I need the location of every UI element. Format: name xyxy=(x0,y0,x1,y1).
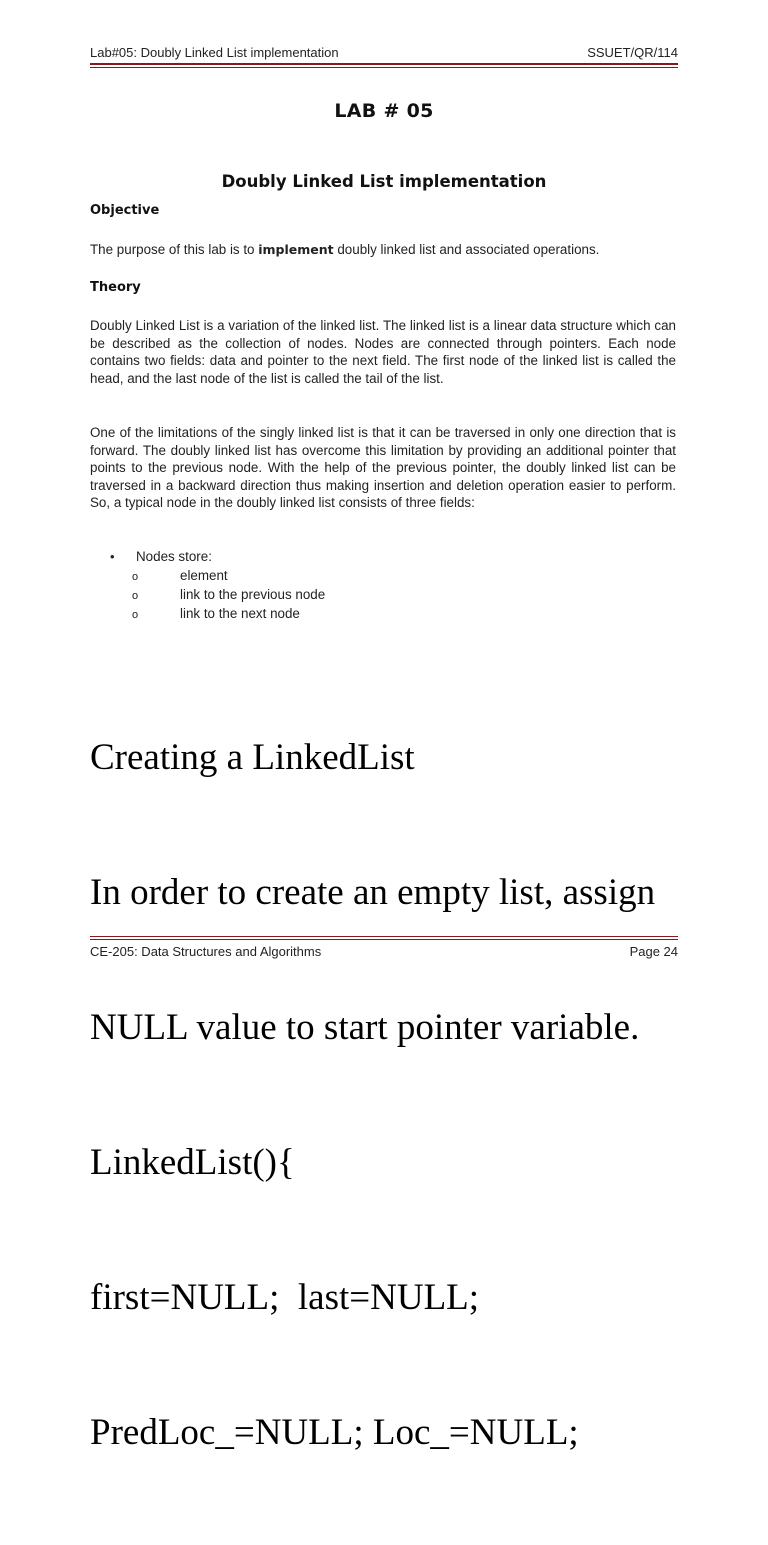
list-item xyxy=(110,549,325,568)
code-line: PredLoc_=NULL; Loc_=NULL; xyxy=(90,1412,579,1453)
linked-list-code-block xyxy=(90,645,655,1545)
code-line: Creating a LinkedList xyxy=(90,737,415,778)
lab-number-title: LAB # 05 xyxy=(334,100,434,122)
sub-list-item xyxy=(110,606,325,625)
code-line: first=NULL; last=NULL; xyxy=(90,1277,480,1318)
bullet-marker: • xyxy=(110,549,115,564)
sub-list-item xyxy=(110,568,325,587)
footer-rule xyxy=(90,936,678,937)
objective-text xyxy=(90,241,676,259)
header-lab-title: Lab#05: Doubly Linked List implementation xyxy=(90,45,339,60)
page-header xyxy=(90,45,678,60)
sub-list-item xyxy=(110,587,325,606)
header-rule xyxy=(90,63,678,65)
theory-paragraph-1: Doubly Linked List is a variation of the linked list. The linked list is a linear data structure which can be described as the collection of nodes. Nodes are connected through pointers. Each node contains two fields: data and pointer to the next field. The first node of the linked list is called the head, and the last node of the list is called the tail of the list. xyxy=(90,318,676,386)
sub-list-item-label: link to the previous node xyxy=(180,587,326,602)
objective-text-end: doubly linked list and associated operations. xyxy=(333,242,600,257)
sub-list-item-label: link to the next node xyxy=(180,606,300,621)
sub-bullet-marker: o xyxy=(132,609,139,621)
sub-list-item-label: element xyxy=(180,568,228,583)
sub-bullet-marker: o xyxy=(132,571,139,583)
objective-text-bold: implement xyxy=(258,242,334,257)
list-item-label: Nodes store: xyxy=(136,549,212,564)
sub-bullet-marker: o xyxy=(132,590,139,602)
theory-heading: Theory xyxy=(90,280,141,295)
code-line: LinkedList(){ xyxy=(90,1142,295,1183)
objective-text-start: The purpose of this lab is to xyxy=(90,242,259,257)
code-line: NULL value to start pointer variable. xyxy=(90,1007,640,1048)
theory-paragraph-2: One of the limitations of the singly linked list is that it can be traversed in only one direction that is forward. The doubly linked list has overcome this limitation by providing an additional pointer that points to the previous node. With the help of the previous pointer, the doubly linked list can be traversed in a backward direction thus making insertion and deletion operation easier to perform. So, a typical node in the doubly linked list consists of three fields: xyxy=(90,425,676,511)
header-doc-code: SSUET/QR/114 xyxy=(587,45,678,60)
objective-heading: Objective xyxy=(90,203,160,218)
code-line: In order to create an empty list, assign xyxy=(90,872,656,913)
footer-course: CE-205: Data Structures and Algorithms xyxy=(90,944,322,959)
lab-main-title: Doubly Linked List implementation xyxy=(221,172,547,191)
node-fields-list xyxy=(110,549,325,625)
footer-page-number: Page 24 xyxy=(629,944,678,959)
page-footer xyxy=(90,944,678,959)
